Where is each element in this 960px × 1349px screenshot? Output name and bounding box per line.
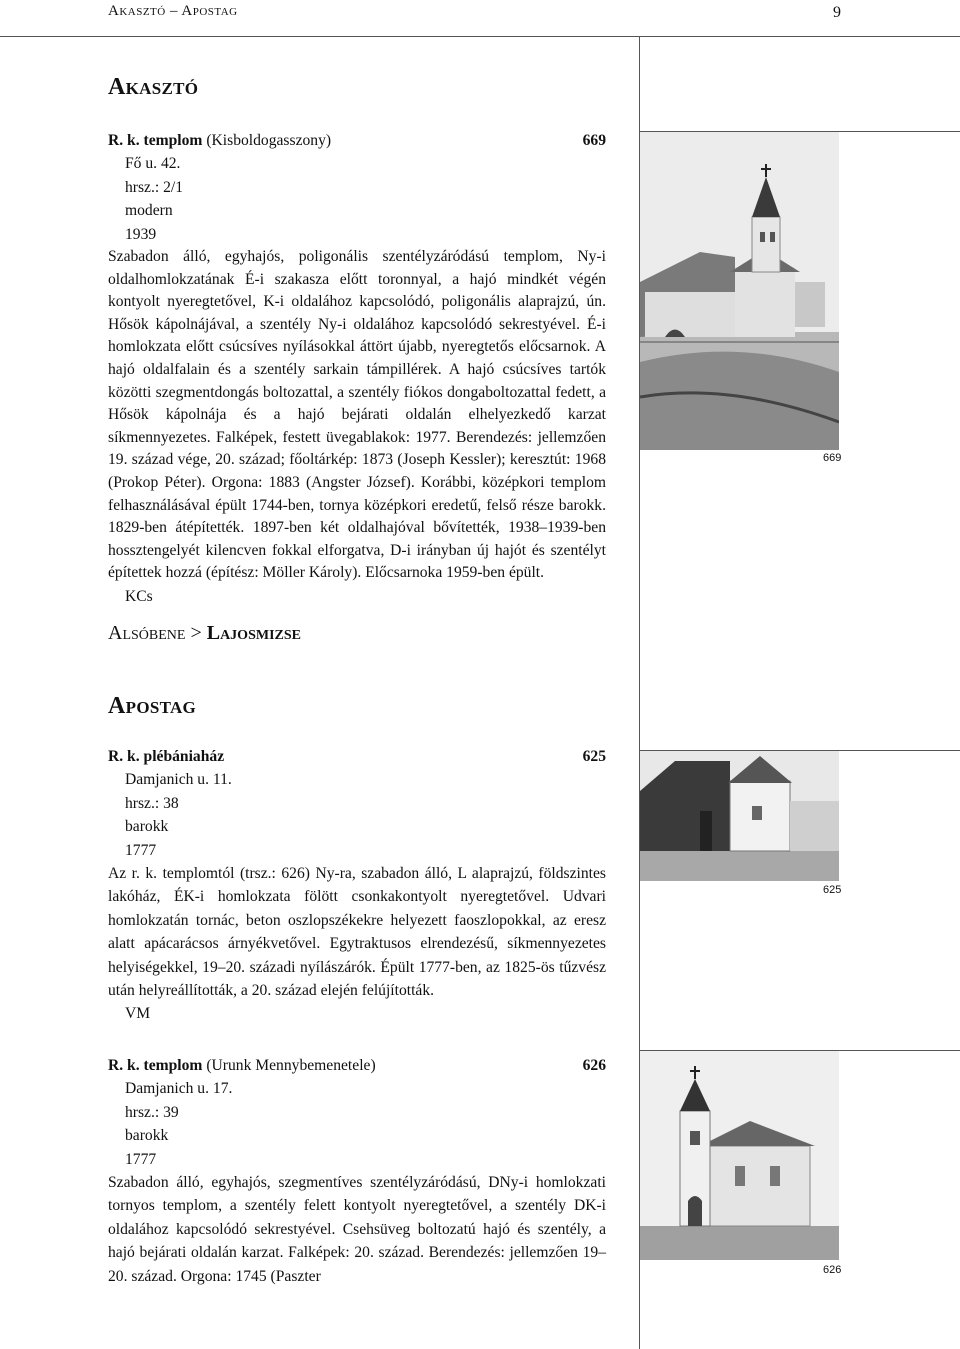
entry-lot: hrsz.: 2/1 [125,178,184,196]
caption-626: 626 [823,1264,842,1276]
entry-number: 626 [582,1057,606,1074]
entry-lot: hrsz.: 38 [125,794,179,812]
entry-author: KCs [125,587,153,605]
section-heading-apostag: Apostag [108,693,197,719]
entry-body: Szabadon álló, egyhajós, poligonális szentélyzáródású templom, Ny-i oldalhomlokzatának É-i szakasza előtt toronnyal, a hajó mindkét végén kontyolt nyeregtetővel, K-i oldalához kapcsolódó, poligonális alaprajzú, ún. Hősök kápolnájával, a szentély Ny-i oldalához kapcsolódó sekrestyével. É-i homlokzata előtt csúcsíves nyílásokkal áttört újabb, nyeregtetős előcsarnok. A hajó oldalfalain és a szentély sarkain támpillérek. A hajó csúcsíves tartók közötti szegmentdongás boltozattal, a szentély fiókos dongaboltozattal fedett, a Hősök kápolnája és a hajó bejárati oldalán elhelyezkedő karzat síkmennyezetes. Falképek, festett üvegablakok: 1977. Berendezés: jellemzően 19. század vége, 20. század; főoltárkép: 1873 (Joseph Kessler); keresztút: 1968 (Prokop Péter). Orgona: 1883 (Angster József). Korábbi, középkori templom felhasználásával épült 1744-ben, tornya középkori eredetű, felső része barokk. 1829-ben átépítették. 1897-ben két oldalhajóval bővítették, 1938–1939-ben hossztengelyét kilencven fokkal elforgatva, D-i irányban új hajót és szentélyt építettek hozzá (építész: Möller Károly). Előcsarnoka 1959-ben épült. [108,248,606,582]
xref-from: Alsóbene [108,622,186,644]
photo-625 [640,751,839,881]
entry-address: Damjanich u. 11. [125,771,232,789]
entry-title-line [108,1054,606,1077]
xref-separator: > [185,622,207,644]
entry-669 [108,129,606,608]
entry-title-line [108,745,606,768]
church-photo-image [640,1051,839,1260]
photo-669 [640,132,839,450]
entry-title [108,1054,376,1077]
entry-style: barokk [125,818,169,836]
entry-dedication: (Urunk Mennybemenetele) [202,1057,376,1074]
header-rule [0,36,960,37]
church-photo-image [640,132,839,450]
entry-style: barokk [125,1127,169,1145]
entry-dedication: (Kisboldogasszony) [202,132,332,149]
entry-address: Damjanich u. 17. [125,1080,233,1098]
entry-title-line [108,129,606,152]
entry-number: 669 [582,132,606,149]
entry-title [108,129,331,152]
entry-address: Fő u. 42. [125,155,181,173]
entry-625 [108,745,606,1026]
entry-type: R. k. plébániaház [108,748,225,765]
entry-year: 1939 [125,225,157,243]
cross-reference [108,622,301,645]
entry-type: R. k. templom [108,1057,203,1074]
entry-body: Szabadon álló, egyhajós, szegmentíves szentélyzáródású, DNy-i homlokzati tornyos templom, a szentély felett kontyolt nyeregtetővel, a szentély DK-i oldalához kapcsolódó sekrestyével. Csehsüveg boltozatú hajó és szentély, a hajó bejárati oldalán karzat. Falképek: 20. század. Berendezés: jellemzően 19–20. század. Orgona: 1745 (Paszter [108,1174,606,1285]
entry-body: Az r. k. templomtól (trsz.: 626) Ny-ra, szabadon álló, L alaprajzú, földszintes lakóház, ÉK-i homlokzata fölött csonkakontyolt nyeregtetővel. Udvari homlokzatán tornác, beton oszlopszékekre helyezett faoszlopokkal, az eresz alatt apácarácsos árnyékvetővel. Egytraktusos elrendezésű, síkmennyezetes helyiségekkel, 19–20. századi nyílászárók. Épült 1777-ben, az 1825-ös tűzvész után helyreállították, a 20. század elején felújították. [108,865,606,1000]
section-heading-akaszto: Akasztó [108,74,199,100]
entry-year: 1777 [125,841,157,859]
entry-type: R. k. templom [108,132,203,149]
entry-style: modern [125,202,173,220]
xref-to: Lajosmizse [206,622,301,644]
entry-lot: hrsz.: 39 [125,1103,179,1121]
caption-669: 669 [823,452,842,464]
photo-626 [640,1051,839,1260]
entry-number: 625 [582,748,606,765]
entry-author: VM [125,1005,151,1023]
parish-house-photo-image [640,751,839,881]
running-head: Akasztó – Apostag [108,3,238,19]
entry-year: 1777 [125,1150,157,1168]
entry-626 [108,1054,606,1288]
page-number: 9 [833,4,841,21]
caption-625: 625 [823,884,842,896]
